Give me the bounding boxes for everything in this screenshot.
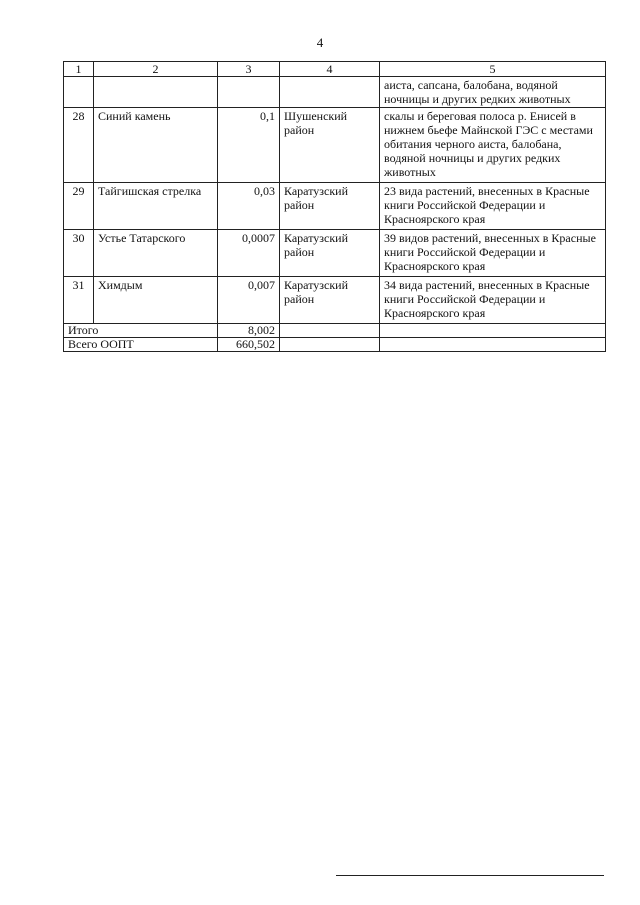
cell-district: Каратузский район: [280, 183, 380, 230]
cell-empty: [64, 77, 94, 108]
cell-empty: [280, 324, 380, 338]
footer-rule: [336, 875, 604, 876]
cell-name: Тайгишская стрелка: [94, 183, 218, 230]
cell-description: 39 видов растений, внесенных в Красные книги Российской Федерации и Красноярского края: [380, 230, 606, 277]
table-row-continuation: [64, 77, 606, 108]
header-col-4: 4: [280, 62, 380, 77]
cell-area: 0,007: [218, 277, 280, 324]
cell-empty: [218, 77, 280, 108]
cell-empty: [94, 77, 218, 108]
cell-name: Химдым: [94, 277, 218, 324]
cell-empty: [380, 338, 606, 352]
cell-description: скалы и береговая полоса р. Енисей в нижнем бьефе Майнской ГЭС с местами обитания черного аиста, балобана, водяной ночницы и других редких животных: [380, 108, 606, 183]
table-row: [64, 183, 606, 230]
cell-number: 28: [64, 108, 94, 183]
cell-description: 23 вида растений, внесенных в Красные книги Российской Федерации и Красноярского края: [380, 183, 606, 230]
grand-total-label: Всего ООПТ: [64, 338, 218, 352]
table-row-grand-total: [64, 338, 606, 352]
total-value: 8,002: [218, 324, 280, 338]
table-row-total: [64, 324, 606, 338]
cell-district: Каратузский район: [280, 230, 380, 277]
table-row: [64, 108, 606, 183]
header-col-1: 1: [64, 62, 94, 77]
cell-empty: [280, 77, 380, 108]
grand-total-value: 660,502: [218, 338, 280, 352]
header-col-5: 5: [380, 62, 606, 77]
cell-empty: [280, 338, 380, 352]
table-header-row: [64, 62, 606, 77]
header-col-2: 2: [94, 62, 218, 77]
cell-district: Шушенский район: [280, 108, 380, 183]
cell-description: аиста, сапсана, балобана, водяной ночницы и других редких животных: [380, 77, 606, 108]
cell-number: 31: [64, 277, 94, 324]
cell-area: 0,0007: [218, 230, 280, 277]
cell-name: Синий камень: [94, 108, 218, 183]
cell-description: 34 вида растений, внесенных в Красные книги Российской Федерации и Красноярского края: [380, 277, 606, 324]
cell-empty: [380, 324, 606, 338]
cell-name: Устье Татарского: [94, 230, 218, 277]
cell-district: Каратузский район: [280, 277, 380, 324]
cell-number: 29: [64, 183, 94, 230]
page-number: 4: [316, 35, 324, 50]
total-label: Итого: [64, 324, 218, 338]
cell-area: 0,1: [218, 108, 280, 183]
cell-number: 30: [64, 230, 94, 277]
protected-areas-table: [63, 61, 606, 352]
table-row: [64, 230, 606, 277]
table-row: [64, 277, 606, 324]
header-col-3: 3: [218, 62, 280, 77]
cell-area: 0,03: [218, 183, 280, 230]
